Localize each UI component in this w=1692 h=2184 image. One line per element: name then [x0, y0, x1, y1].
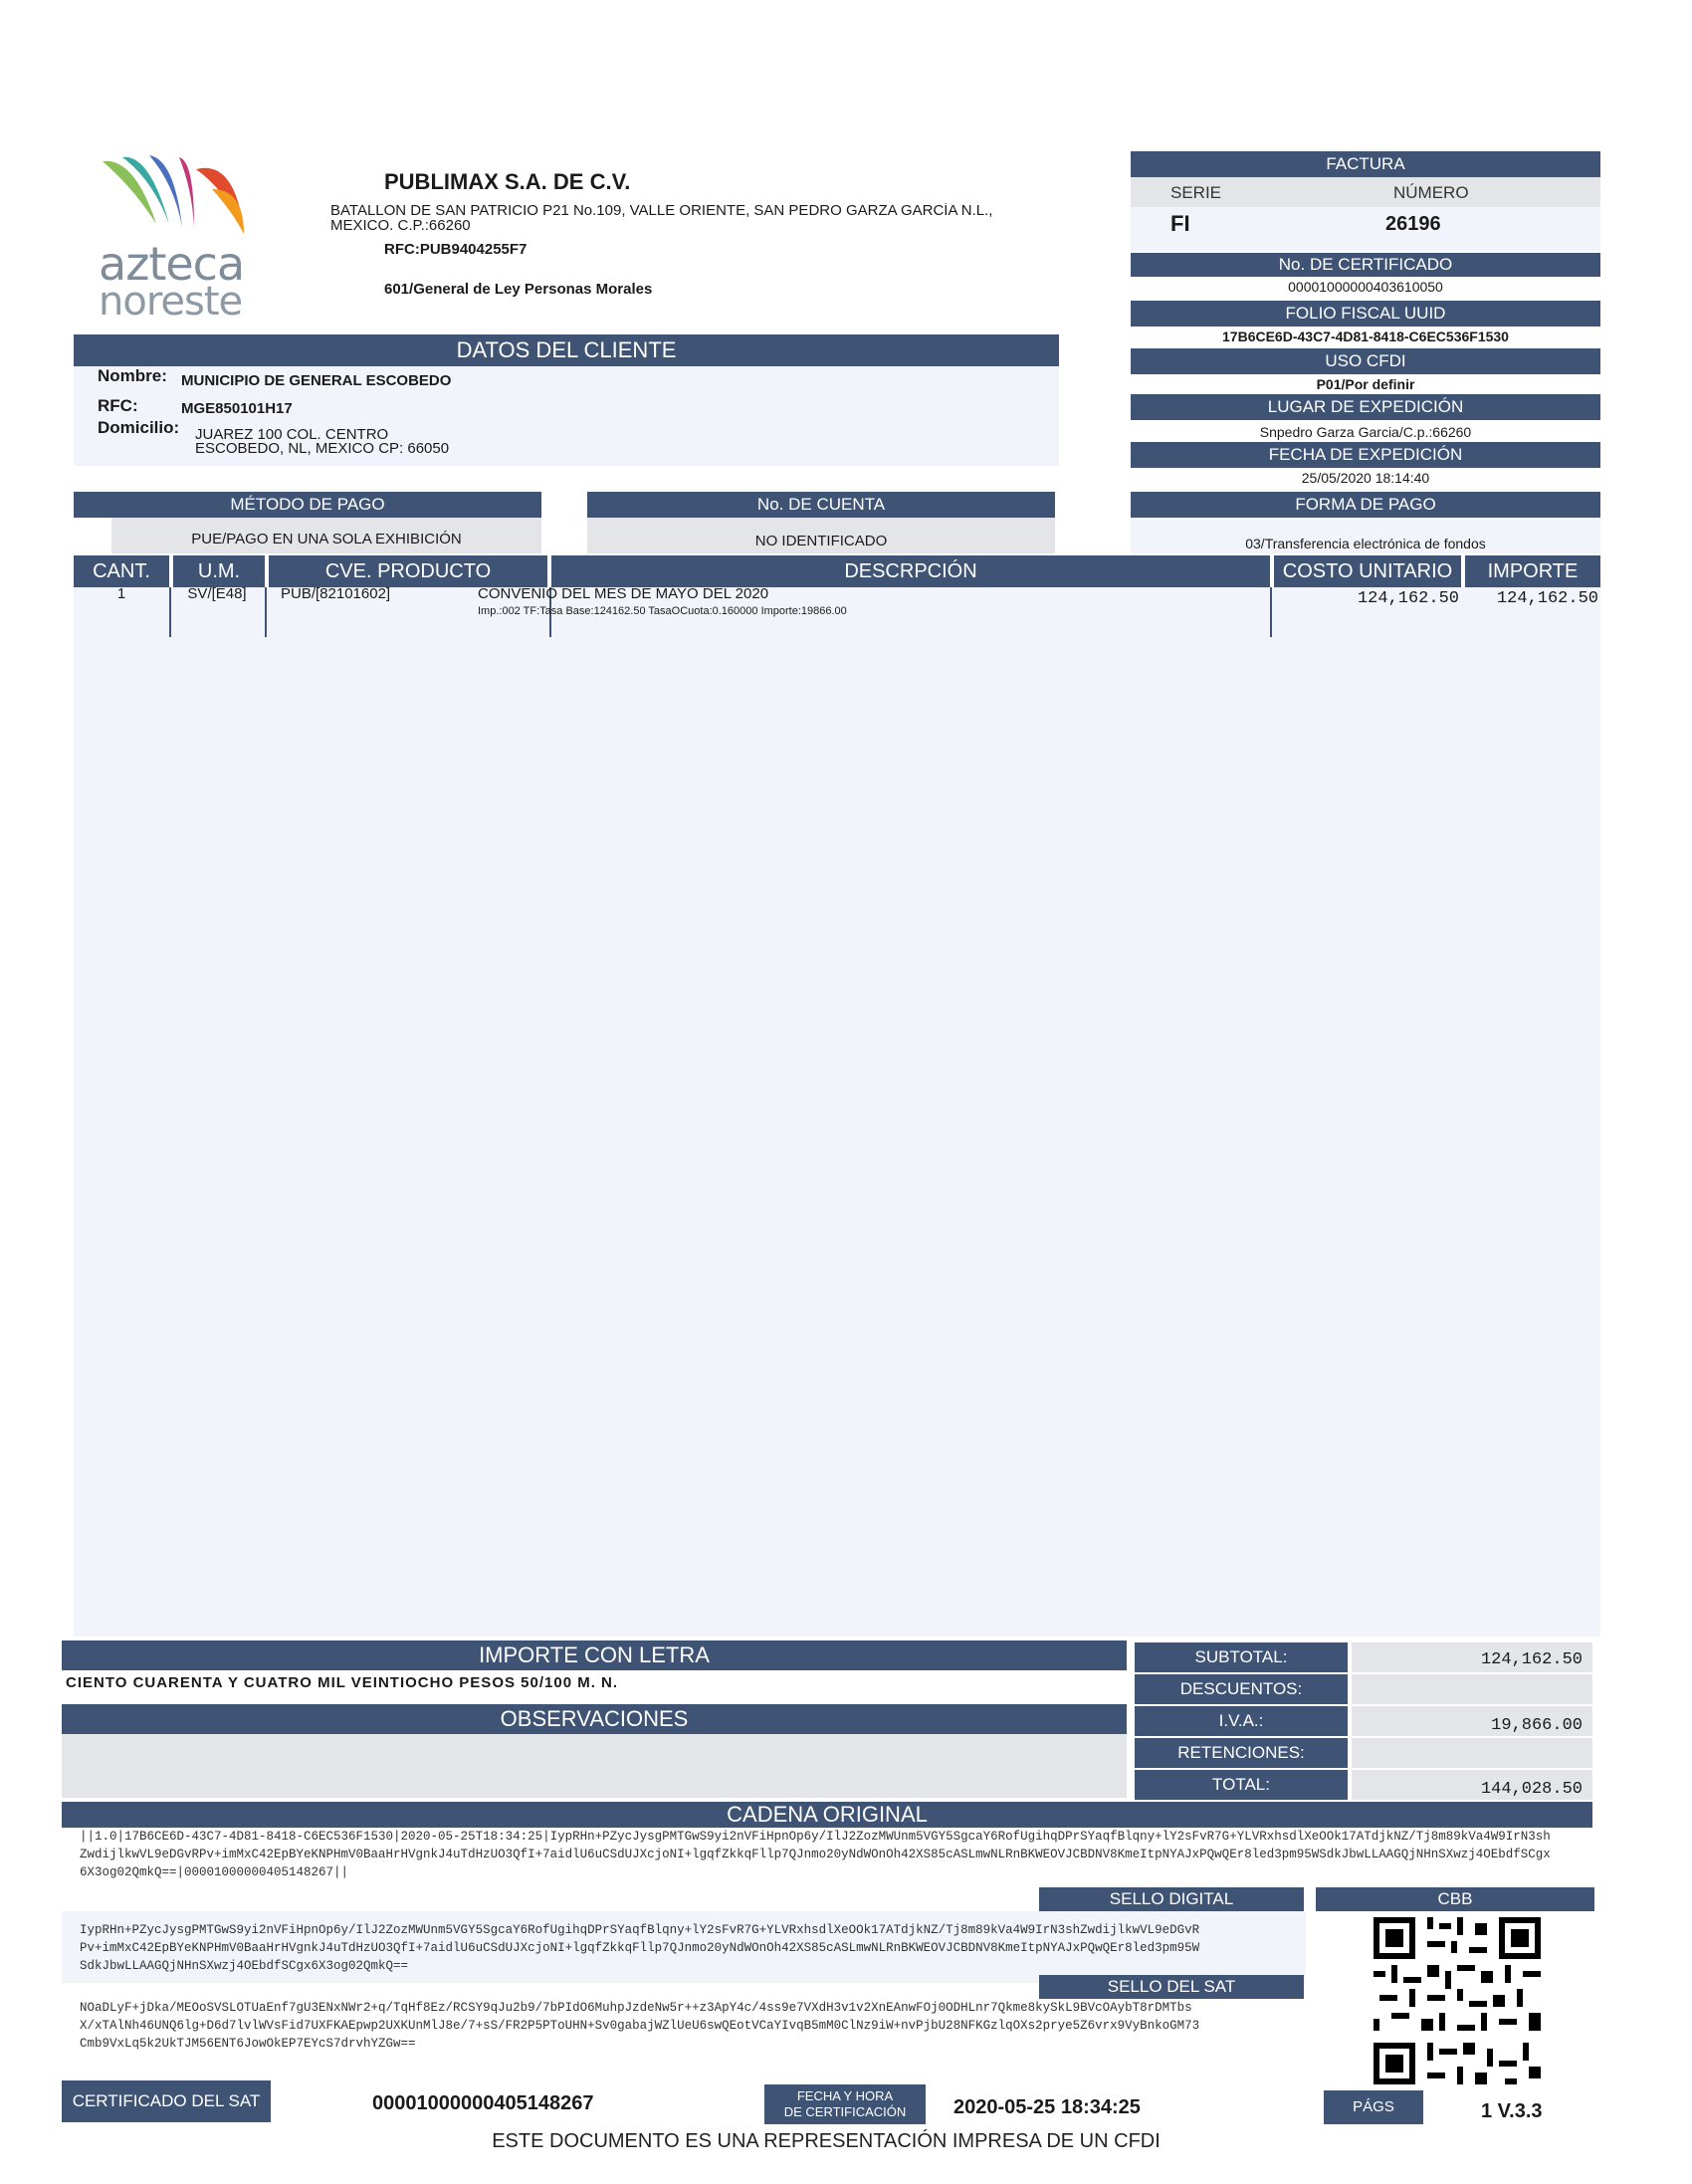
domicilio-line1: JUAREZ 100 COL. CENTRO — [195, 426, 389, 443]
importe-letra-value: CIENTO CUARENTA Y CUATRO MIL VEINTIOCHO PESOS 50/100 M. N. — [66, 1674, 619, 1691]
items-header-row — [74, 555, 1600, 587]
fecha-cert-label-2: DE CERTIFICACIÓN — [783, 2104, 907, 2119]
logo-line2: noreste — [99, 279, 243, 325]
retenciones-label: RETENCIONES: — [1135, 1738, 1348, 1768]
col-um: U.M. — [173, 555, 265, 587]
fecha-cert-label-1: FECHA Y HORA — [796, 2088, 894, 2103]
col-cve-producto: CVE. PRODUCTO — [269, 555, 547, 587]
sello-sat-text: NOaDLyF+jDka/MEOoSVSLOTUaEnf7gU3ENxNWr2+q/TqHf8Ez/RCSY9qJu2b9/7bPIdO6MuhpJzdeNw5r++z3ApY4c/4ss9e7VXdH3v1v2XnEAnwFOj0ODHLnr7Qkme8kySkL9BVcOAybT8rDMTbsX/xTAlNh46UNQ6lg+D6d7lvlWVsFid7UXFKAEpwp2UXKUnMlJ8e/7+sS/FR2P5PToUHN+Sv0gabajWZlUeU6swQEotVCaYIvqB5mM0ClNz9iW+nvPjbU28NFKGzlqOXs2prye5Z6vrx9VyBnkoGM73Cmb9VxLq5k2UkTJM56ENT6JowOkEP7EYcS7drvhYZGw== — [80, 2001, 1200, 2051]
logo-line1: azteca — [99, 237, 245, 291]
numero-label: NÚMERO — [1393, 183, 1469, 202]
certificado-header: No. DE CERTIFICADO — [1131, 253, 1600, 277]
uso-cfdi-value: P01/Por definir — [1316, 376, 1415, 392]
table-row — [74, 585, 1600, 625]
cbb-header: CBB — [1316, 1887, 1594, 1911]
cadena-text: ||1.0|17B6CE6D-43C7-4D81-8418-C6EC536F1530|2020-05-25T18:34:25|IypRHn+PZycJysgPMTGwS9yi2nVFiHpnOp6y/IlJ2ZozMWUnm5VGY5SgcaY6RofUgihqDPrSYaqfBlqny+lY2sFvR7G+YLVRxhsdlXeOOk17ATdjkNZ/Tj8m89kVa4W9IrN3shZwdijlkwVL9eDGvRPv+imMxC42EpBYeKNPHmV0BaaHrHVgnkJ4uTdHzUO3QfI+7aidlU6uCSdUJXcjoNI+lgqfZkkqFllp7QJnmo20yNdWOnOh42XS85cASLmwNLRnBKWEOVJCBDNV8KmeItpNYAJxPQwQEr8led3pm95WSdkJbwLLAAGQjNHnSXwzj4OEbdfSCgx6X3og02QmkQ==|00001000000405148267|| — [80, 1830, 1551, 1879]
uso-cfdi-header: USO CFDI — [1131, 348, 1600, 374]
items-body — [74, 587, 1600, 1637]
rfc-label: RFC: — [98, 396, 138, 415]
uuid-value: 17B6CE6D-43C7-4D81-8418-C6EC536F1530 — [1222, 328, 1509, 344]
observaciones-header: OBSERVACIONES — [62, 1704, 1127, 1734]
cert-sat-label: CERTIFICADO DEL SAT — [62, 2080, 271, 2122]
subtotal-label: SUBTOTAL: — [1135, 1642, 1348, 1672]
issuer-regime: 601/General de Ley Personas Morales — [384, 281, 653, 298]
totals-box — [1135, 1642, 1592, 1798]
fecha-expedicion-value: 25/05/2020 18:14:40 — [1301, 470, 1430, 486]
forma-pago-value: 03/Transferencia electrónica de fondos — [1245, 536, 1486, 551]
forma-pago-header: FORMA DE PAGO — [1131, 492, 1600, 518]
serie-numero-values-band — [1131, 207, 1600, 251]
total-value: 144,028.50 — [1480, 1780, 1583, 1799]
cuenta-value: NO IDENTIFICADO — [754, 533, 888, 549]
uuid-header: FOLIO FISCAL UUID — [1131, 301, 1600, 327]
subtotal-value: 124,162.50 — [1480, 1650, 1583, 1669]
cliente-header: DATOS DEL CLIENTE — [74, 334, 1059, 366]
item-cant: 1 — [116, 585, 126, 602]
total-label: TOTAL: — [1135, 1770, 1348, 1800]
item-um: SV/[E48] — [187, 585, 247, 602]
item-cve: PUB/[82101602] — [281, 585, 391, 602]
fecha-expedicion-header: FECHA DE EXPEDICIÓN — [1131, 442, 1600, 468]
lugar-value: Snpedro Garza Garcia/C.p.:66260 — [1259, 424, 1472, 440]
issuer-rfc: RFC:PUB9404255F7 — [384, 241, 528, 258]
factura-header: FACTURA — [1131, 151, 1600, 177]
domicilio-label: Domicilio: — [98, 418, 180, 437]
sello-digital-text: IypRHn+PZycJysgPMTGwS9yi2nVFiHpnOp6y/IlJ2ZozMWUnm5VGY5SgcaY6RofUgihqDPrSYaqfBlqny+lY2sFvR7G+YLVRxhsdlXeOOk17ATdjkNZ/Tj8m89kVa4W9IrN3shZwdijlkwVL9eDGvRPv+imMxC42EpBYeKNPHmV0BaaHrHVgnkJ4uTdHzUO3QfI+7aidlU6uCSdUJXcjoNI+lgqfZkkqFllp7QJnmo20yNdWOnOh42XS85cASLmwNLRnBKWEOVJCBDNV8KmeItpNYAJxPQwQEr8led3pm95WSdkJbwLLAAGQjNHnSXwzj4OEbdfSCgx6X3og02QmkQ== — [80, 1923, 1200, 1973]
pags-value: 1 V.3.3 — [1481, 2100, 1543, 2122]
fecha-cert-label — [764, 2084, 926, 2124]
observaciones-band — [62, 1734, 1127, 1798]
descuentos-label: DESCUENTOS: — [1135, 1674, 1348, 1704]
domicilio-line2: ESCOBEDO, NL, MEXICO CP: 66050 — [195, 440, 450, 457]
item-importe: 124,162.50 — [1496, 589, 1598, 608]
item-costo: 124,162.50 — [1357, 589, 1459, 608]
nombre-value: MUNICIPIO DE GENERAL ESCOBEDO — [181, 372, 452, 389]
item-desc: CONVENIO DEL MES DE MAYO DEL 2020 — [478, 585, 769, 602]
footer-legend: ESTE DOCUMENTO ES UNA REPRESENTACIÓN IMPRESA DE UN CFDI — [492, 2130, 1161, 2152]
cert-sat-value: 00001000000405148267 — [372, 2092, 594, 2114]
serie-label: SERIE — [1170, 183, 1222, 202]
issuer-address: BATALLON DE SAN PATRICIO P21 No.109, VALLE ORIENTE, SAN PEDRO GARZA GARCÍA N.L., MEXICO. C.P.:66260 — [330, 203, 993, 233]
serie-value: FI — [1170, 211, 1190, 236]
nombre-label: Nombre: — [98, 366, 167, 385]
metodo-pago-header: MÉTODO DE PAGO — [74, 492, 541, 518]
col-importe: IMPORTE — [1465, 555, 1600, 587]
cuenta-header: No. DE CUENTA — [587, 492, 1055, 518]
rfc-value: MGE850101H17 — [181, 400, 293, 417]
certificado-value: 00001000000403610050 — [1288, 279, 1443, 295]
col-descripcion: DESCRPCIÓN — [551, 555, 1270, 587]
cadena-header: CADENA ORIGINAL — [62, 1802, 1592, 1828]
fecha-cert-value: 2020-05-25 18:34:25 — [953, 2096, 1141, 2118]
sello-digital-header: SELLO DIGITAL — [1039, 1887, 1304, 1911]
iva-value: 19,866.00 — [1491, 1716, 1583, 1735]
importe-letra-header: IMPORTE CON LETRA — [62, 1640, 1127, 1670]
issuer-name: PUBLIMAX S.A. DE C.V. — [384, 169, 631, 194]
qr-code — [1374, 1917, 1541, 2084]
col-costo-unitario: COSTO UNITARIO — [1274, 555, 1461, 587]
iva-label: I.V.A.: — [1135, 1706, 1348, 1736]
azteca-logo — [95, 149, 264, 325]
sello-sat-header: SELLO DEL SAT — [1039, 1975, 1304, 1999]
metodo-pago-value: PUE/PAGO EN UNA SOLA EXHIBICIÓN — [191, 531, 462, 547]
item-tax: Imp.:002 TF:Tasa Base:124162.50 TasaOCuota:0.160000 Importe:19866.00 — [478, 605, 847, 617]
numero-value: 26196 — [1385, 213, 1441, 235]
lugar-header: LUGAR DE EXPEDICIÓN — [1131, 394, 1600, 420]
pags-label: PÁGS — [1324, 2090, 1423, 2124]
azteca-logo-icon — [95, 149, 264, 249]
col-cant: CANT. — [74, 555, 169, 587]
qr-code-icon — [1374, 1917, 1541, 2084]
